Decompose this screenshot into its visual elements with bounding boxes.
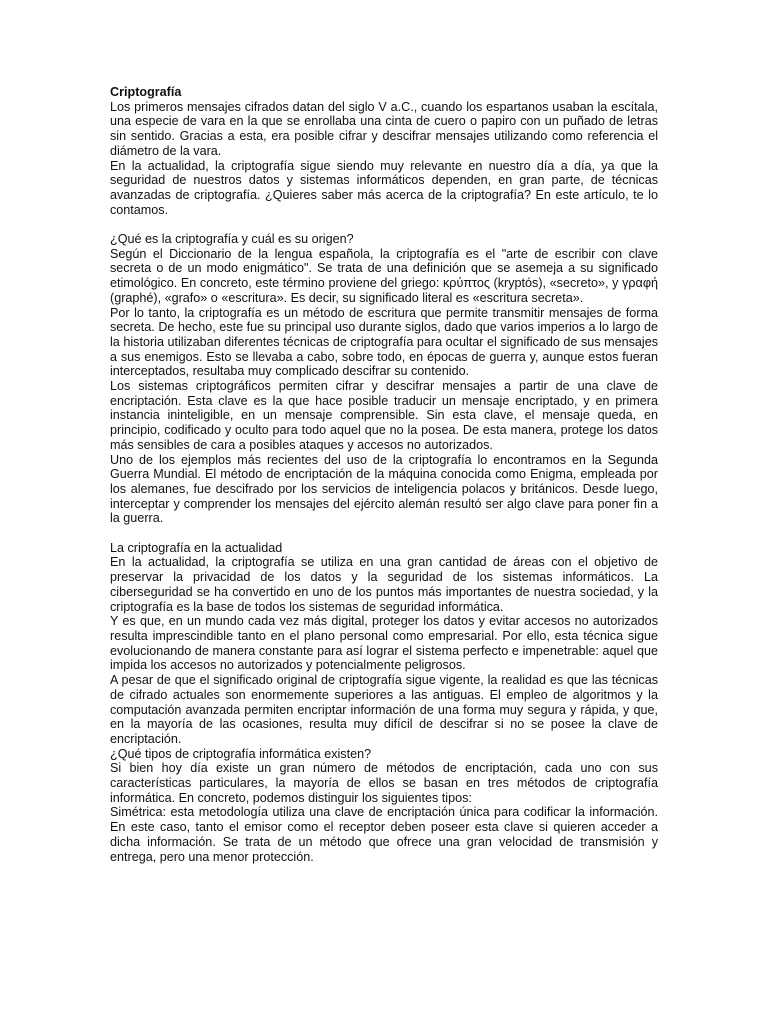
section-heading: La criptografía en la actualidad bbox=[110, 540, 283, 555]
paragraph: A pesar de que el significado original de criptografía sigue vigente, la realidad es que las técnicas de cifrado actuales son enormemente superiores a las antiguas. El empleo de algoritmos y la computación avanzada permiten encriptar información de una forma muy segura y rápida, y que, en la mayoría de las ocasiones, resulta muy difícil de descifrar si no se posee la clave de encriptación. bbox=[110, 673, 658, 746]
paragraph: Simétrica: esta metodología utiliza una clave de encriptación única para codificar la información. En este caso, tanto el emisor como el receptor deben poseer esta clave si quieren acceder a dicha información. Se trata de un método que ofrece una gran velocidad de transmisión y entrega, pero una menor protección. bbox=[110, 805, 658, 864]
document-page bbox=[110, 85, 658, 864]
paragraph: Si bien hoy día existe un gran número de métodos de encriptación, cada uno con sus características particulares, la mayoría de ellos se basan en tres métodos de criptografía informática. En concreto, podemos distinguir los siguientes tipos: bbox=[110, 761, 658, 805]
paragraph: Los sistemas criptográficos permiten cifrar y descifrar mensajes a partir de una clave de encriptación. Esta clave es la que hace posible traducir un mensaje encriptado, y en primera instancia ininteligible, en un mensaje comprensible. Sin esta clave, el mensaje queda, en principio, codificado y oculto para todo aquel que no la posea. De esta manera, protege los datos más sensibles de cara a posibles ataques y accesos no autorizados. bbox=[110, 379, 658, 452]
section-heading: ¿Qué es la criptografía y cuál es su origen? bbox=[110, 232, 354, 247]
paragraph: En la actualidad, la criptografía se utiliza en una gran cantidad de áreas con el objetivo de preservar la privacidad de los datos y la seguridad de los sistemas informáticos. La ciberseguridad se ha convertido en uno de los puntos más importantes de nuestra sociedad, y la criptografía es la base de todos los sistemas de seguridad informática. bbox=[110, 555, 658, 614]
paragraph: Y es que, en un mundo cada vez más digital, proteger los datos y evitar accesos no autorizados resulta imprescindible tanto en el plano personal como empresarial. Por ello, esta técnica sigue evolucionando de manera constante para así lograr el sistema perfecto e impenetrable: aquel que impida los accesos no autorizados y potencialmente peligrosos. bbox=[110, 614, 658, 673]
paragraph: Por lo tanto, la criptografía es un método de escritura que permite transmitir mensajes de forma secreta. De hecho, este fue su principal uso durante siglos, dado que varios imperios a lo largo de la historia utilizaban diferentes técnicas de criptografía para ocultar el significado de sus mensajes a sus enemigos. Esto se llevaba a cabo, sobre todo, en épocas de guerra y, aunque estos fueran interceptados, resultaba muy complicado descifrar su contenido. bbox=[110, 305, 658, 379]
blank-line bbox=[110, 217, 658, 232]
paragraph: En la actualidad, la criptografía sigue siendo muy relevante en nuestro día a día, ya que la seguridad de nuestros datos y sistemas informáticos dependen, en gran parte, de técnicas avanzadas de criptografía. ¿Quieres saber más acerca de la criptografía? En este artículo, te lo contamos. bbox=[110, 158, 658, 217]
paragraph: Uno de los ejemplos más recientes del uso de la criptografía lo encontramos en la Segunda Guerra Mundial. El método de encriptación de la máquina conocida como Enigma, empleada por los alemanes, fue descifrado por los servicios de inteligencia polacos y británicos. Desde luego, interceptar y comprender los mensajes del ejército alemán resultó ser algo clave para poner fin a la guerra. bbox=[110, 452, 658, 526]
section-heading: ¿Qué tipos de criptografía informática existen? bbox=[110, 746, 372, 761]
blank-line bbox=[110, 526, 658, 541]
paragraph: Según el Diccionario de la lengua española, la criptografía es el "arte de escribir con clave secreta o de un modo enigmático". Se trata de una definición que se asemeja a su significado etimológico. En concreto, este término proviene del griego: κρύπτος (kryptós), «secreto», y γραφή (graphé), «grafo» o «escritura». Es decir, su significado literal es «escritura secreta». bbox=[110, 246, 658, 305]
paragraph: Los primeros mensajes cifrados datan del siglo V a.C., cuando los espartanos usaban la escítala, una especie de vara en la que se enrollaba una cinta de cuero o papiro con un puñado de letras sin sentido. Gracias a esta, era posible cifrar y descifrar mensajes utilizando como referencia el diámetro de la vara. bbox=[110, 99, 658, 158]
document-title: Criptografía bbox=[110, 85, 182, 99]
